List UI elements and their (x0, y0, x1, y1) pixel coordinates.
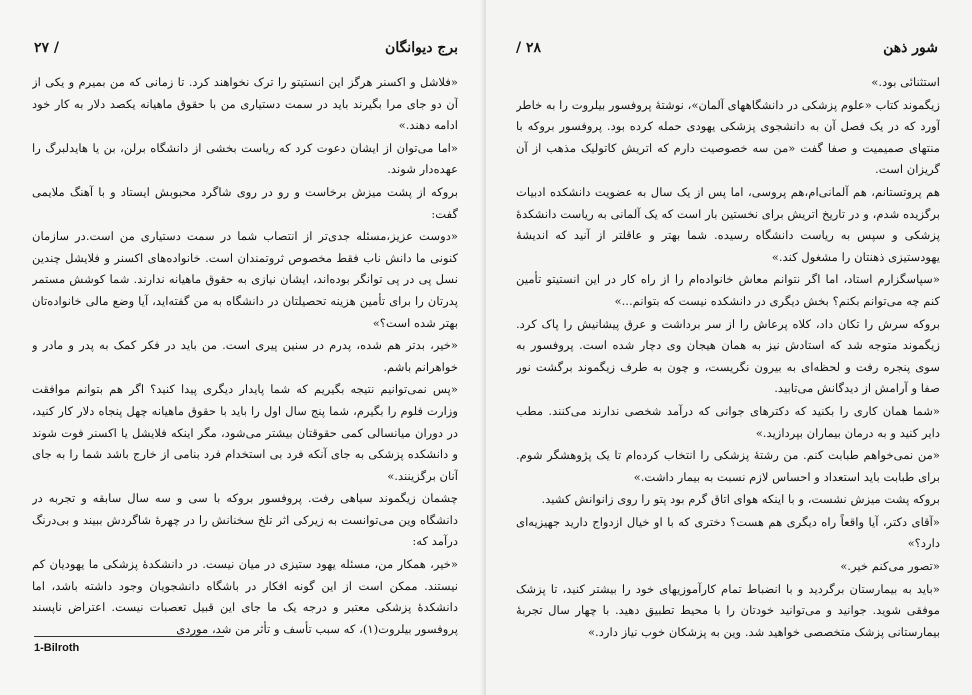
paragraph: استثنائی بود.» (871, 75, 940, 89)
paragraph: «خیر، همکار من، مسئله یهود ستیزی در میان نیست. در دانشکدهٔ پزشکی ما یهودیان کم نیستند. ممکن است از این گونه افکار در باشگاه دانشجویان وجود داشته باشد، اما دانشکدهٔ پزشکی معتبر و درجه یک ما جای این قبیل تعصبات نیست. اعتراض ناپسند پروفسور بیلروت(۱)، که سبب تأسف و تأثر من شد، موردی (32, 557, 458, 636)
footnote: 1-Bilroth (34, 642, 80, 654)
paragraph: «خیر، بدتر هم شده، پدرم در سنین پیری است. من باید در فکر کمک به پدر و مادر و خواهرانم باشم. (32, 338, 458, 374)
running-title: برج دیوانگان (385, 40, 458, 56)
page-number: ۲۸ / (516, 40, 542, 56)
page-header (516, 40, 938, 64)
page-header (34, 40, 458, 64)
paragraph: بروکه پشت میزش نشست، و با اینکه هوای اتاق گرم بود پتو را روی زانوانش کشید. (541, 492, 940, 507)
footnote-divider (34, 636, 224, 637)
right-page (486, 0, 972, 695)
paragraph: «فلاشل و اکسنر هرگز این انستیتو را ترک نخواهند کرد. تا زمانی که من بمیرم و یکی از آن دو جای مرا بگیرند باید در سمت دستیاری من با حقوق ماهیانه یکصد دلار به کار خود ادامه دهند.» (32, 75, 458, 133)
paragraph: «سپاسگزارم استاد، اما اگر نتوانم معاش خانواده‌ام را از راه کار در این انستیتو تأمین کنم چه می‌توانم بکنم؟ بخش دیگری در دانشکده نیست که بتوانم...» (516, 272, 940, 308)
paragraph: «پس نمی‌توانیم نتیجه بگیریم که شما پایدار دیگری پیدا کنید؟ اگر هم بتوانم موافقت وزارت فلوم را بگیرم، شما پنج سال اول را باید با حقوق ماهیانه چهل پنجاه دلار کار کنید، در دوران میانسالی کمی حقوقتان بیشتر می‌شود، مگر اینکه فلایشل یا اکسنر فوت شوند و دانشکده پزشکی به جای آنکه فرد بی استخدام فرد بنامی از خارج باشد شما را به جای آنان برگزینند.» (32, 382, 458, 483)
paragraph: چشمان زیگموند سیاهی رفت. پروفسور بروکه با سی و سه سال سابقه و تجربه در دانشگاه وین می‌توانست به زیرکی اثر تلخ سخنانش را در چهرهٔ شاگردش ببیند و بی‌درنگ درآمد که: (32, 491, 458, 549)
paragraph: «آقای دکتر، آیا واقعاً راه دیگری هم هست؟ دختری که با او خیال ازدواج دارید جهیزیه‌ای دارد؟» (516, 514, 940, 551)
paragraph: «باید به بیمارستان برگردید و با انضباط تمام کارآموزیهای خود را بیشتر کنید، تا پزشک موفقی شوید. جوانید و می‌توانید خودتان را با محیط تطبیق دهید. با چهار سال تجربهٔ بیمارستانی پزشک متخصصی خواهید شد. وین به پزشکان خوب نیاز دارد.» (516, 581, 940, 639)
paragraph: «شما همان کاری را بکنید که دکترهای جوانی که درآمد شخصی ندارند می‌کنند. مطب دایر کنید و به درمان بیماران بپردازید.» (516, 403, 940, 440)
paragraph: بروکه از پشت میزش برخاست و رو در روی شاگرد محبوبش ایستاد و با آهنگ ملایمی گفت: (32, 184, 458, 221)
page-body (516, 72, 940, 645)
paragraph: «تصور می‌کنم خیر.» (840, 559, 940, 574)
paragraph: «من نمی‌خواهم طبابت کنم. من رشتهٔ پزشکی را انتخاب کرده‌ام تا یک پژوهشگر شوم. برای طبابت باید استعداد و احساس لازم نسبت به بیمار داشت.» (516, 448, 940, 484)
paragraph: بروکه سرش را تکان داد، کلاه پرعاش را از سر برداشت و عرق پیشانیش را پاک کرد. زیگموند متوجه شد که استادش نیز به همان هیجان وی دچار شده است. پروفسور به سوی پنجره رفت و لحظه‌ای به بیرون نگریست، و چون به طرف زیگموند برگشت نور صفا و آرامش از دیدگانش می‌تابید. (516, 316, 940, 396)
paragraph: «دوست عزیز،مسئله جدی‌تر از انتصاب شما در سمت دستیاری من است.در سازمان کنونی ما دانش ناب فقط مخصوص ثروتمندان است. خانواده‌های اکسنر و فلایشل چندین نسل پی در پی توانگر بوده‌اند، ایشان نیازی به حقوق ماهیانه ندارند. شما کوشش مستمر پدرتان را برای تأمین هزینه تحصیلتان در دانشگاه به من گفته‌اید، آیا وضع مالی خانواده‌تان بهتر شده است؟» (32, 229, 458, 330)
page-number: / ۲۷ (34, 40, 60, 56)
paragraph: زیگموند کتاب «علوم پزشکی در دانشگاههای آلمان»، نوشتهٔ پروفسور بیلروت را به خاطر آورد که در یک فصل آن به دانشجوی پزشکی یهودی حمله کرده بود. پروفسور بروکه با منتهای صمیمیت و صفا گفت «من سه خصوصیت دارم که اتریش کاتولیک مذهب از آن گریزان است. (516, 97, 940, 177)
paragraph: هم پروتستانم، هم آلمانی‌ام،هم پروسی، اما پس از یک سال به عضویت دانشکده ادبیات برگزیده شدم، و در تاریخ اتریش برای نخستین بار است که یک آلمانی به ریاست دانشکدهٔ پزشکی و سپس به ریاست دانشگاه رسیده. شما بهتر و عاقلتر از آنید که اندیشهٔ یهودستیزی ذهنتان را مشغول کند.» (516, 184, 940, 264)
paragraph: «اما می‌توان از ایشان دعوت کرد که ریاست بخشی از دانشگاه برلن، بن یا هایدلبرگ را عهده‌دار شوند. (32, 140, 458, 177)
page-body (32, 72, 458, 645)
running-title: شور ذهن (883, 40, 938, 56)
